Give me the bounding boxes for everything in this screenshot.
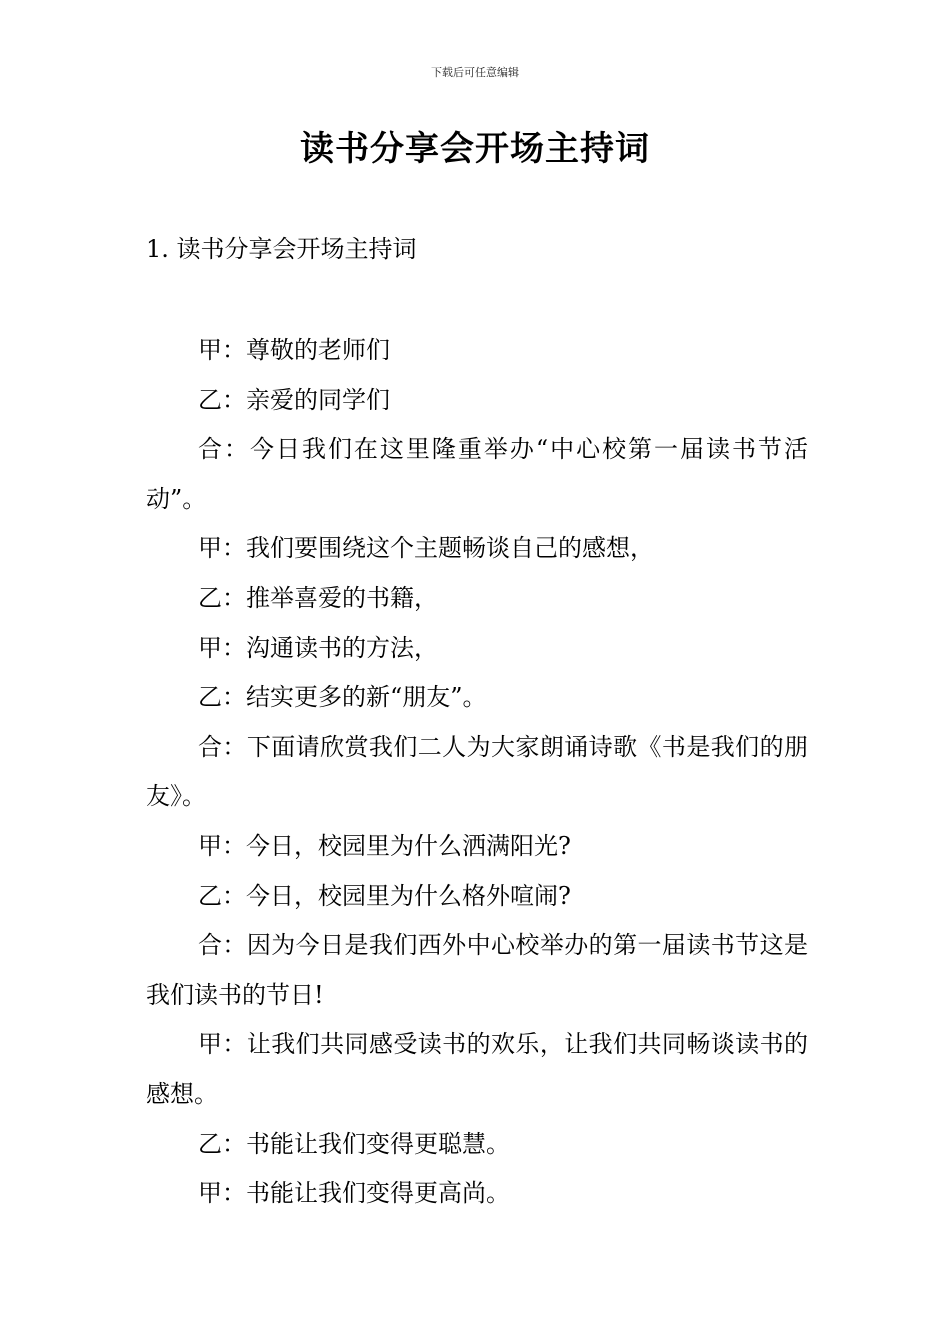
paragraph: 乙：亲爱的同学们 xyxy=(198,385,390,414)
section-heading: 1. 读书分享会开场主持词 xyxy=(146,235,417,263)
paragraph: 甲：尊敬的老师们 xyxy=(198,336,390,364)
paragraph: 甲：我们要围绕这个主题畅谈自己的感想， xyxy=(198,534,654,563)
header-note: 下载后可任意编辑 xyxy=(431,66,519,79)
paragraph: 甲：书能让我们变得更高尚。 xyxy=(198,1179,510,1208)
page-title: 读书分享会开场主持词 xyxy=(300,129,650,169)
paragraph: 乙：书能让我们变得更聪慧。 xyxy=(198,1129,510,1158)
paragraph: 合：下面请欣赏我们二人为大家朗诵诗歌《书是我们的朋友》。 xyxy=(146,732,808,811)
paragraph: 甲：今日，校园里为什么洒满阳光? xyxy=(198,831,571,860)
document-body xyxy=(146,326,808,1219)
paragraph: 甲：沟通读书的方法， xyxy=(198,633,438,662)
paragraph: 合：今日我们在这里隆重举办“中心校第一届读书节活动”。 xyxy=(146,435,808,513)
paragraph: 合：因为今日是我们西外中心校举办的第一届读书节这是我们读书的节日! xyxy=(146,931,808,1009)
paragraph: 乙：推举喜爱的书籍， xyxy=(198,583,438,612)
paragraph: 甲：让我们共同感受读书的欢乐，让我们共同畅谈读书的感想。 xyxy=(146,1030,808,1108)
paragraph: 乙：今日，校园里为什么格外喧闹? xyxy=(198,881,571,910)
paragraph: 乙：结实更多的新“朋友”。 xyxy=(198,683,487,712)
